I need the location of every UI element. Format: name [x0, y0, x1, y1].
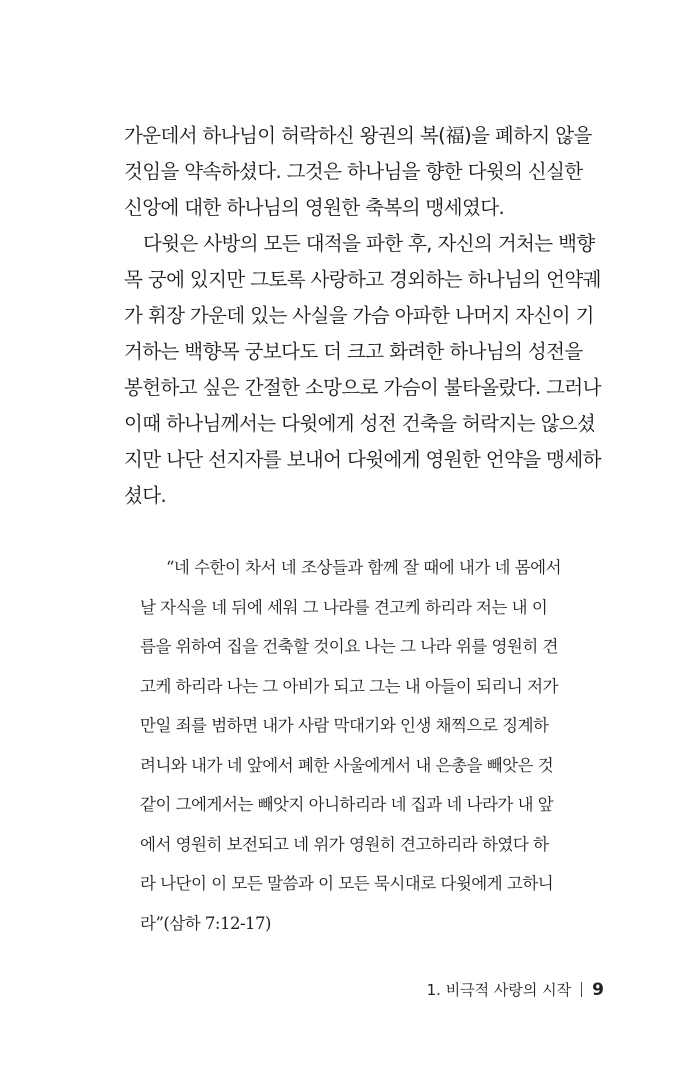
quote-line: 라”(삼하 7:12-17): [140, 913, 271, 933]
body-line: 다윗은 사방의 모든 대적을 파한 후, 자신의 거처는 백향: [143, 232, 595, 255]
body-line: 것임을 약속하셨다. 그것은 하나님을 향한 다윗의 신실한: [124, 160, 583, 183]
chapter-title: 1. 비극적 사랑의 시작: [426, 981, 572, 999]
body-line: 셨다.: [124, 484, 167, 507]
body-text: [124, 118, 601, 514]
body-line: 봉헌하고 싶은 간절한 소망으로 가슴이 불타올랐다. 그러나: [124, 376, 601, 399]
quote-line: 같이 그에게서는 빼앗지 아니하리라 네 집과 네 나라가 내 앞: [140, 795, 554, 814]
body-line: 신앙에 대한 하나님의 영원한 축복의 맹세였다.: [124, 196, 505, 219]
quote-line: 만일 죄를 범하면 내가 사람 막대기와 인생 채찍으로 징계하: [140, 716, 549, 735]
footer-divider: [581, 982, 582, 997]
quote-line: 름을 위하여 집을 건축할 것이요 나는 그 나라 위를 영원히 견: [140, 637, 558, 656]
body-line: 이때 하나님께서는 다윗에게 성전 건축을 허락지는 않으셨: [124, 412, 596, 435]
quote-line: 고케 하리라 나는 그 아비가 되고 그는 내 아들이 되리니 저가: [140, 676, 558, 696]
page-number: 9: [592, 979, 604, 1000]
quote-line: 에서 영원히 보전되고 네 위가 영원히 견고하리라 하였다 하: [140, 834, 549, 854]
body-line: 가운데서 하나님이 허락하신 왕권의 복(福)을 폐하지 않을: [124, 124, 592, 147]
scripture-quote: [140, 548, 580, 943]
quote-line: 려니와 내가 네 앞에서 폐한 사울에게서 내 은총을 빼앗은 것: [140, 755, 554, 775]
quote-line: 날 자식을 네 뒤에 세워 그 나라를 견고케 하리라 저는 내 이: [140, 597, 548, 617]
quote-line: “네 수한이 차서 네 조상들과 함께 잘 때에 내가 네 몸에서: [166, 558, 562, 577]
body-line: 지만 나단 선지자를 보내어 다윗에게 영원한 언약을 맹세하: [124, 448, 601, 471]
page-footer: [427, 979, 604, 1000]
body-line: 가 휘장 가운데 있는 사실을 가슴 아파한 나머지 자신이 기: [124, 304, 594, 327]
quote-line: 라 나단이 이 모든 말씀과 이 모든 묵시대로 다윗에게 고하니: [140, 874, 554, 893]
body-line: 거하는 백향목 궁보다도 더 크고 화려한 하나님의 성전을: [124, 340, 583, 363]
body-line: 목 궁에 있지만 그토록 사랑하고 경외하는 하나님의 언약궤: [124, 268, 601, 291]
